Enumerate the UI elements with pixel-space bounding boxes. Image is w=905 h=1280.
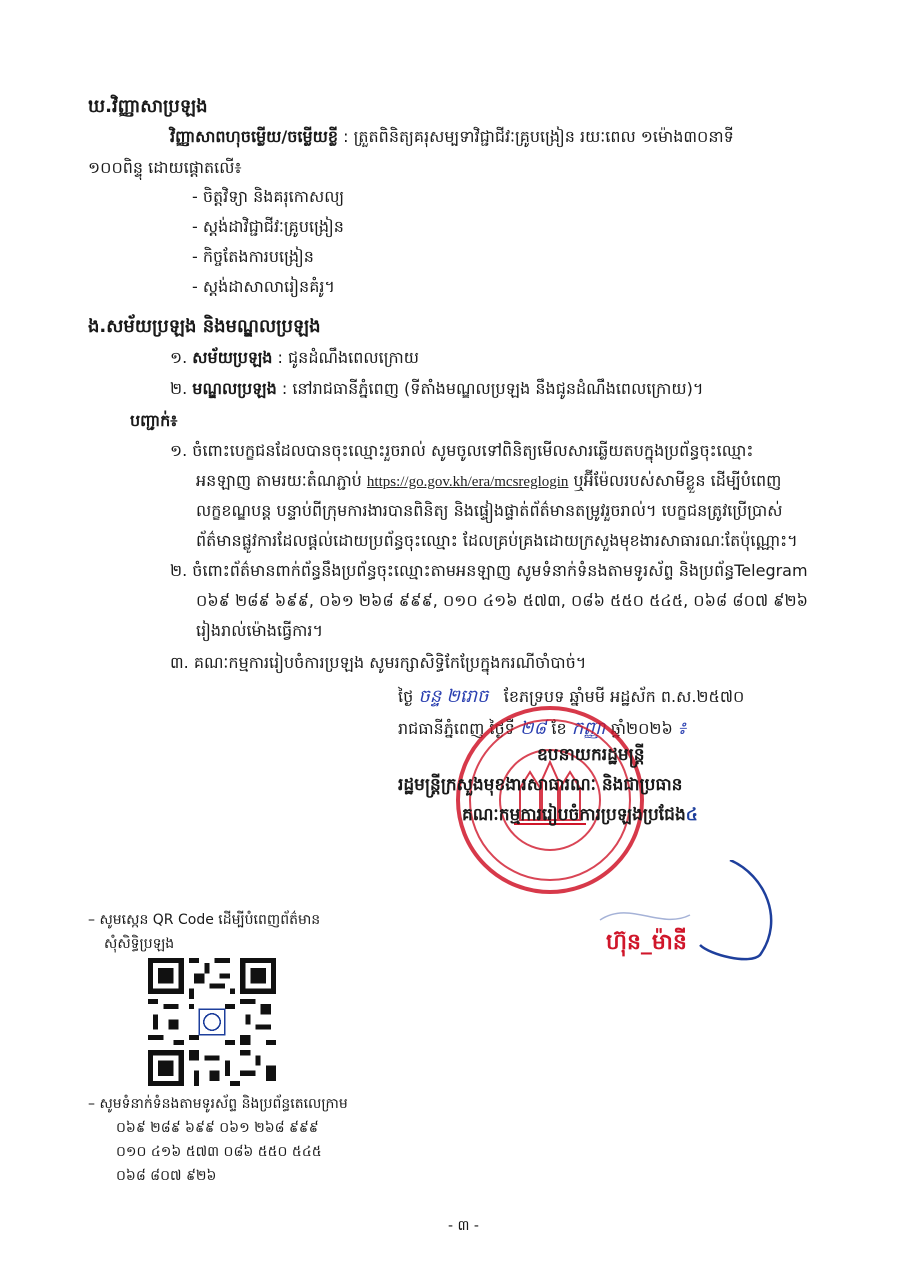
topic-item: - កិច្ចតែងការបង្រៀន (192, 247, 314, 266)
contact-phones-line: ០១០ ៤១៦ ៥៧៣ ០៨៦ ៥៥០ ៥៤៥ (116, 1144, 322, 1160)
registration-link[interactable]: https://go.gov.kh/era/mcsreglogin (366, 474, 569, 490)
note-1-line-1: ១. ចំពោះបេក្ខជនដែលបានចុះឈ្មោះរួចរាល់ សូមចូលទៅពិនិត្យមើលសារឆ្លើយតបក្នុងប្រព័ន្ធចុះឈ្មោះ (170, 441, 754, 460)
signatory-title-1: ឧបនាយករដ្ឋមន្ត្រី (537, 745, 645, 765)
item-number: ១. (170, 348, 188, 367)
exam-session-row (170, 347, 419, 371)
exam-center-value: : នៅរាជធានីភ្នំពេញ (ទីតាំងមណ្ឌលប្រឡង នឹងជូនដំណឹងពេលក្រោយ)។ (281, 379, 704, 398)
subject-text-1: : ត្រួតពិនិត្យគរុសម្បទាវិជ្ជាជីវៈគ្រូបង្រៀន រយៈពេល ១ម៉ោង៣០នាទី (338, 127, 734, 146)
note-2-line-2: ០៦៩ ២៨៩ ៦៩៩, ០៦១ ២៦៨ ៩៩៩, ០១០ ៤១៦ ៥៧៣, ០៨៦ ៥៥០ ៥៤៥, ០៦៨ ៨០៧ ៩២៦ (196, 591, 808, 610)
note-1-line-4: ព័ត៌មានផ្លូវការដែលផ្តល់ដោយប្រព័ន្ធចុះឈ្មោះ ដែលគ្រប់គ្រងដោយក្រសួងមុខងារសាធារណៈតែប៉ុណ្ណោះ។ (196, 531, 798, 550)
lunar-month-year: ខែភទ្របទ ឆ្នាំមមី អដ្ឋស័ក ព.ស.២៥៧០ (503, 687, 745, 706)
contact-phones-line: ០៦៨ ៨០៧ ៩២៦ (116, 1168, 217, 1184)
solar-month-label: ខែ (551, 719, 567, 738)
qr-instruction-line-1: – សូមស្កេន QR Code ដើម្បីបំពេញព័ត៌មាន (88, 912, 321, 928)
lunar-day-label: ថ្ងៃ (398, 687, 414, 706)
section-gha-heading: ឃ.វិញ្ញាសាប្រឡង (88, 96, 208, 117)
exam-center-row (170, 378, 703, 402)
note-1-line-2 (196, 470, 781, 494)
exam-session-label: សម័យប្រឡង (192, 348, 273, 367)
section-kha-heading: ង.សម័យប្រឡង និងមណ្ឌលប្រឡង (88, 316, 321, 337)
solar-year: ឆ្នាំ២០២៦ (610, 719, 673, 738)
note-3-line-1: ៣. គណៈកម្មការរៀបចំការប្រឡង សូមរក្សាសិទ្ធិកែប្រែក្នុងករណីចាំបាច់។ (170, 653, 587, 672)
solar-tail: ៖ (677, 718, 686, 739)
notes-heading: បញ្ជាក់៖ (130, 411, 178, 430)
registration-qr-code[interactable] (148, 958, 276, 1086)
page-number: - ៣ - (448, 1218, 479, 1234)
topic-item: - ស្តង់ដាវិជ្ជាជីវៈគ្រូបង្រៀន (192, 217, 344, 236)
subject-label: វិញ្ញាសាពហុចម្លើយ/ចម្លើយខ្លី (170, 127, 339, 146)
solar-month: កញ្ញា (571, 718, 606, 739)
committee-number: ៤ (685, 805, 698, 825)
exam-center-label: មណ្ឌលប្រឡង (192, 379, 277, 398)
signatory-name: ហ៊ុន_ម៉ានី (606, 930, 687, 955)
contact-phones-line: ០៦៩ ២៨៩ ៦៩៩ ០៦១ ២៦៨ ៩៩៩ (116, 1120, 319, 1136)
note-1-text-b: ឬអ៊ីម៉ែលរបស់សាមីខ្លួន ដើម្បីបំពេញ (568, 471, 782, 490)
subject-text-2: ១០០ពិន្ទុ ដោយផ្ដោតលើ៖ (88, 158, 242, 177)
note-2-line-3: រៀងរាល់ម៉ោងធ្វើការ។ (196, 621, 324, 640)
note-1-line-3: លក្ខខណ្ឌបន្ត បន្ទាប់ពីក្រុមការងារបានពិនិត្យ និងផ្ទៀងផ្ទាត់ព័ត៌មានតម្រូវរួចរាល់។ បេក្ខជនត្រូវប្រើប្រាស់ (196, 501, 783, 520)
lunar-day: ២រោច (446, 686, 489, 707)
signatory-title-3 (462, 804, 698, 829)
lunar-weekday: ចន្ទ (418, 686, 442, 707)
note-1-text-a: អនឡាញ តាមរយៈតំណភ្ជាប់ (196, 471, 367, 490)
topic-item: - ចិត្តវិទ្យា និងគរុកោសល្យ (192, 187, 345, 206)
signatory-title-2: រដ្ឋមន្ត្រីក្រសួងមុខងារសាធារណៈ និងជាប្រធាន (398, 775, 683, 795)
note-2-line-1: ២. ចំពោះព័ត៌មានពាក់ព័ន្ធនឹងប្រព័ន្ធចុះឈ្មោះតាមអនឡាញ សូមទំនាក់ទំនងតាមទូរស័ព្ទ និងប្រព័ន្ធTelegram (170, 561, 808, 580)
contact-instruction: – សូមទំនាក់ទំនងតាមទូរស័ព្ទ និងប្រព័ន្ធតេលេក្រាម (88, 1096, 348, 1112)
item-number: ២. (170, 379, 188, 398)
solar-date-label: រាជធានីភ្នំពេញ ថ្ងៃទី (398, 719, 515, 738)
topic-item: - ស្តង់ដាសាលារៀនគំរូ។ (192, 277, 335, 296)
exam-session-value: : ជូនដំណឹងពេលក្រោយ (277, 348, 419, 367)
solar-day: ២៨ (519, 718, 547, 739)
subject-line (170, 126, 734, 150)
committee-name: គណៈកម្មការរៀបចំការប្រឡងប្រជែង (462, 805, 686, 825)
qr-instruction-line-2: សុំសិទ្ធិប្រឡង (104, 936, 175, 952)
